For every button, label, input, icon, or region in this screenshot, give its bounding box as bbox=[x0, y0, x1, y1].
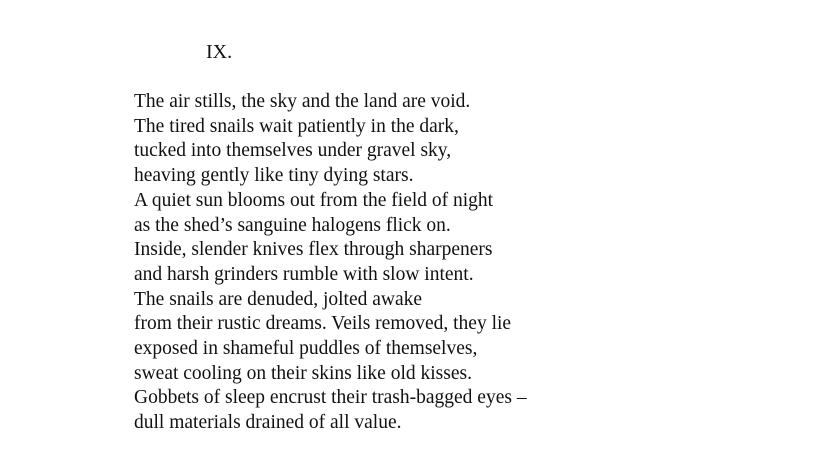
poem-line: tucked into themselves under gravel sky, bbox=[134, 140, 452, 162]
poem-line: exposed in shameful puddles of themselves, bbox=[134, 338, 478, 360]
poem-line: The air stills, the sky and the land are void. bbox=[134, 91, 471, 112]
poem-line: The snails are denuded, jolted awake bbox=[134, 288, 423, 310]
poem-line: and harsh grinders rumble with slow intent. bbox=[134, 263, 474, 285]
poem-line: from their rustic dreams. Veils removed, they lie bbox=[134, 313, 512, 335]
poem-line: sweat cooling on their skins like old kisses. bbox=[134, 362, 472, 384]
poem-line: as the shed’s sanguine halogens flick on. bbox=[134, 214, 451, 236]
poem-line: Gobbets of sleep encrust their trash-bagged eyes – bbox=[134, 387, 527, 409]
section-heading: IX. bbox=[206, 41, 233, 63]
poem-line: dull materials drained of all value. bbox=[134, 412, 402, 434]
poem-line: heaving gently like tiny dying stars. bbox=[134, 165, 414, 187]
poem-line: Inside, slender knives flex through sharpeners bbox=[134, 239, 493, 261]
poem-body bbox=[134, 90, 527, 436]
poem-line: The tired snails wait patiently in the dark, bbox=[134, 115, 459, 137]
poem-line: A quiet sun blooms out from the field of night bbox=[134, 189, 494, 211]
